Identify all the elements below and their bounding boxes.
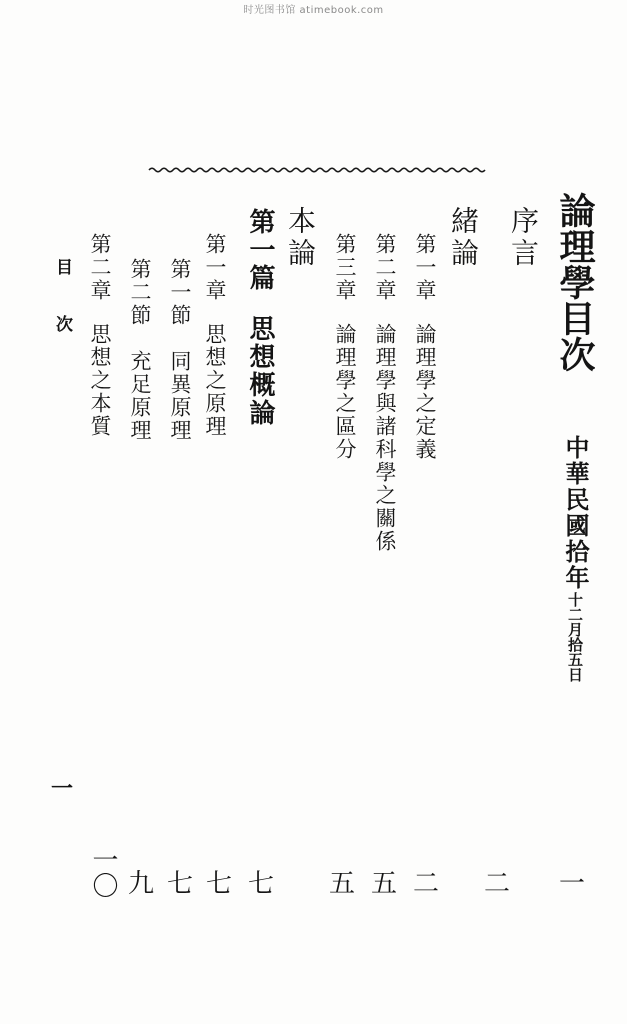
- toc-introduction: 緒論: [447, 206, 480, 270]
- running-head-char-1: 目: [52, 258, 72, 275]
- toc-part-1-title: 思想概論: [245, 315, 275, 427]
- toc-intro-chapter-2-label: 第二章: [373, 233, 397, 302]
- running-head-char-2: 次: [52, 315, 72, 332]
- wavy-rule-line: [149, 168, 485, 172]
- toc-preface: 序言: [507, 206, 540, 270]
- page-number: 二: [483, 869, 510, 899]
- toc-main-part: 本論: [284, 206, 317, 270]
- toc-intro-chapter-2-title: 論理學與諸科學之關係: [373, 323, 397, 553]
- page-number: 九: [127, 869, 154, 899]
- folio: 一: [51, 776, 74, 802]
- toc-intro-chapter-1-label: 第一章: [413, 233, 437, 302]
- page-number: 五: [370, 869, 397, 899]
- toc-part-1-item-4-label: 第二章: [88, 233, 112, 302]
- toc-part-1-item-2-title: 同異原理: [168, 350, 192, 442]
- date-year: 中華民國拾年: [561, 435, 590, 591]
- toc-part-1-item-1-title: 思想之原理: [203, 323, 227, 438]
- page-number: 一: [558, 869, 585, 899]
- page-number: 五: [328, 869, 355, 899]
- watermark: 时光图书馆 atimebook.com: [243, 5, 384, 16]
- toc-part-1-item-4-title: 思想之本質: [88, 323, 112, 438]
- toc-intro-chapter-3-label: 第三章: [333, 233, 357, 302]
- page-number: 一〇: [88, 846, 118, 898]
- page-number: 七: [166, 869, 193, 899]
- toc-intro-chapter-3-title: 論理學之區分: [333, 323, 357, 461]
- page-number: 二: [412, 869, 439, 899]
- toc-part-1-item-3-title: 充足原理: [128, 350, 152, 442]
- toc-part-1-item-3-label: 第二節: [128, 258, 152, 327]
- page-title: 論理學目次: [554, 192, 596, 372]
- page-number: 七: [205, 869, 232, 899]
- date-month-day: 十二月拾五日: [566, 592, 584, 682]
- toc-part-1-label: 第一篇: [245, 208, 275, 292]
- wavy-rule: [148, 165, 488, 175]
- toc-part-1-item-1-label: 第一章: [203, 233, 227, 302]
- page-number: 七: [247, 869, 274, 899]
- toc-part-1-item-2-label: 第一節: [168, 258, 192, 327]
- toc-intro-chapter-1-title: 論理學之定義: [413, 323, 437, 461]
